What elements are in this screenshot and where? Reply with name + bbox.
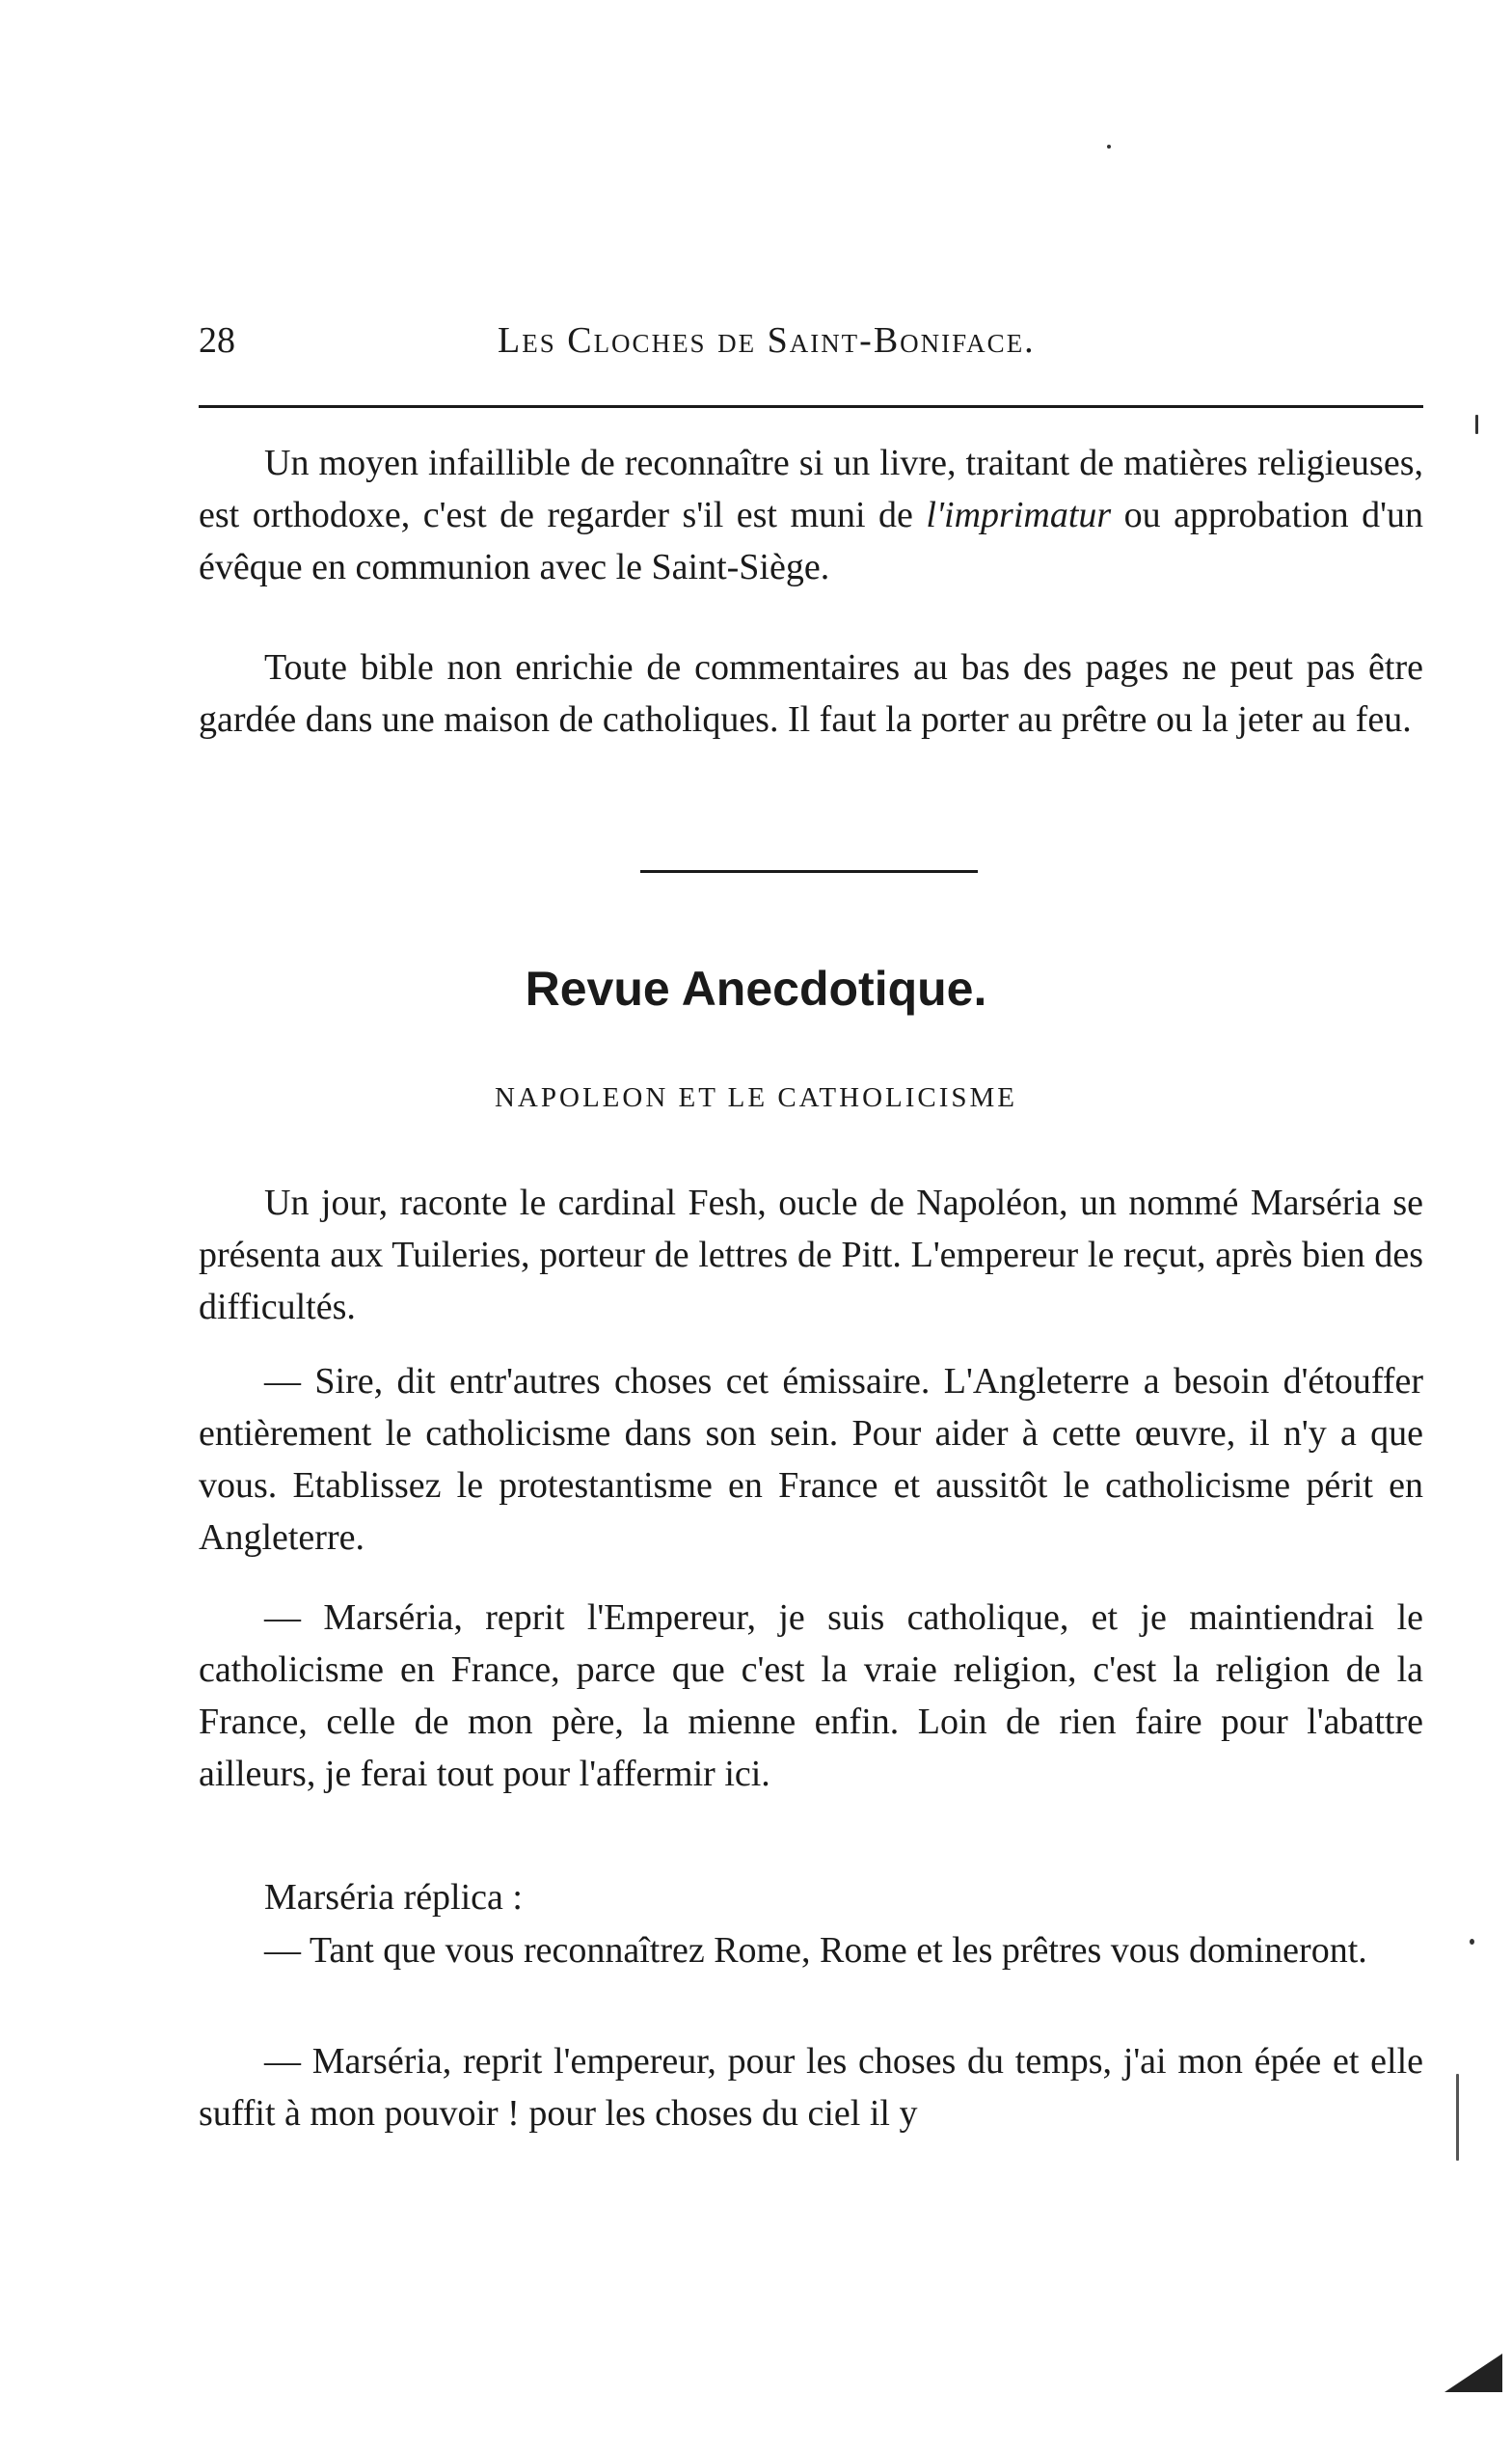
section-subtitle: NAPOLEON ET LE CATHOLICISME [494,1082,1018,1113]
page-edge-mark [1456,2074,1459,2161]
story-paragraph-2: — Sire, dit entr'autres choses cet émissaire. L'Angleterre a besoin d'étouffer entièrement le catholicisme dans son sein. Pour aider à cette œuvre, il n'y a que vous. Etablissez le protestantisme en France et aussitôt le catholicisme périt en Angleterre. [199,1361,1423,1558]
section-title: Revue Anecdotique. [525,962,987,1016]
running-title: Les Cloches de Saint-Boniface. [498,320,1036,361]
header-rule [199,405,1423,408]
intro-text-1: Un moyen infaillible de reconnaître si un livre, traitant de matières religieuses, est orthodoxe, c'est de regarder s'il est muni de [199,443,1423,535]
section-divider [640,870,978,873]
story-paragraph-6: — Marséria, reprit l'empereur, pour les choses du temps, j'ai mon épée et elle suffit à mon pouvoir ! pour les choses du ciel il y [199,2041,1423,2134]
intro-text-2: ou approbation d'un évêque en communion avec le Saint-Siège. [199,495,1423,587]
page-speck [1475,415,1478,434]
intro-paragraph-1 [199,437,1423,593]
story-paragraph-4: Marséria réplica : [264,1877,523,1918]
story-paragraph-1: Un jour, raconte le cardinal Fesh, oucle de Napoléon, un nommé Marséria se présenta aux Tuileries, porteur de lettres de Pitt. L'empereur le reçut, après bien des difficultés. [199,1183,1423,1327]
story-paragraph-5: — Tant que vous reconnaîtrez Rome, Rome et les prêtres vous domineront. [264,1930,1367,1971]
page-corner-mark [1444,2354,1502,2392]
imprimatur-italic: l'imprimatur [926,495,1112,535]
intro-paragraph-2: Toute bible non enrichie de commentaires au bas des pages ne peut pas être gardée dans une maison de catholiques. Il faut la porter au prêtre ou la jeter au feu. [199,647,1423,740]
story-paragraph-3: — Marséria, reprit l'Empereur, je suis catholique, et je maintiendrai le catholicisme en France, parce que c'est la vraie religion, c'est la religion de la France, celle de mon père, la mienne enfin. Loin de rien faire pour l'abattre ailleurs, je ferai tout pour l'affermir ici. [199,1597,1423,1794]
page-speck [1107,145,1111,149]
page-speck [1470,1939,1474,1945]
page-number: 28 [199,320,235,361]
